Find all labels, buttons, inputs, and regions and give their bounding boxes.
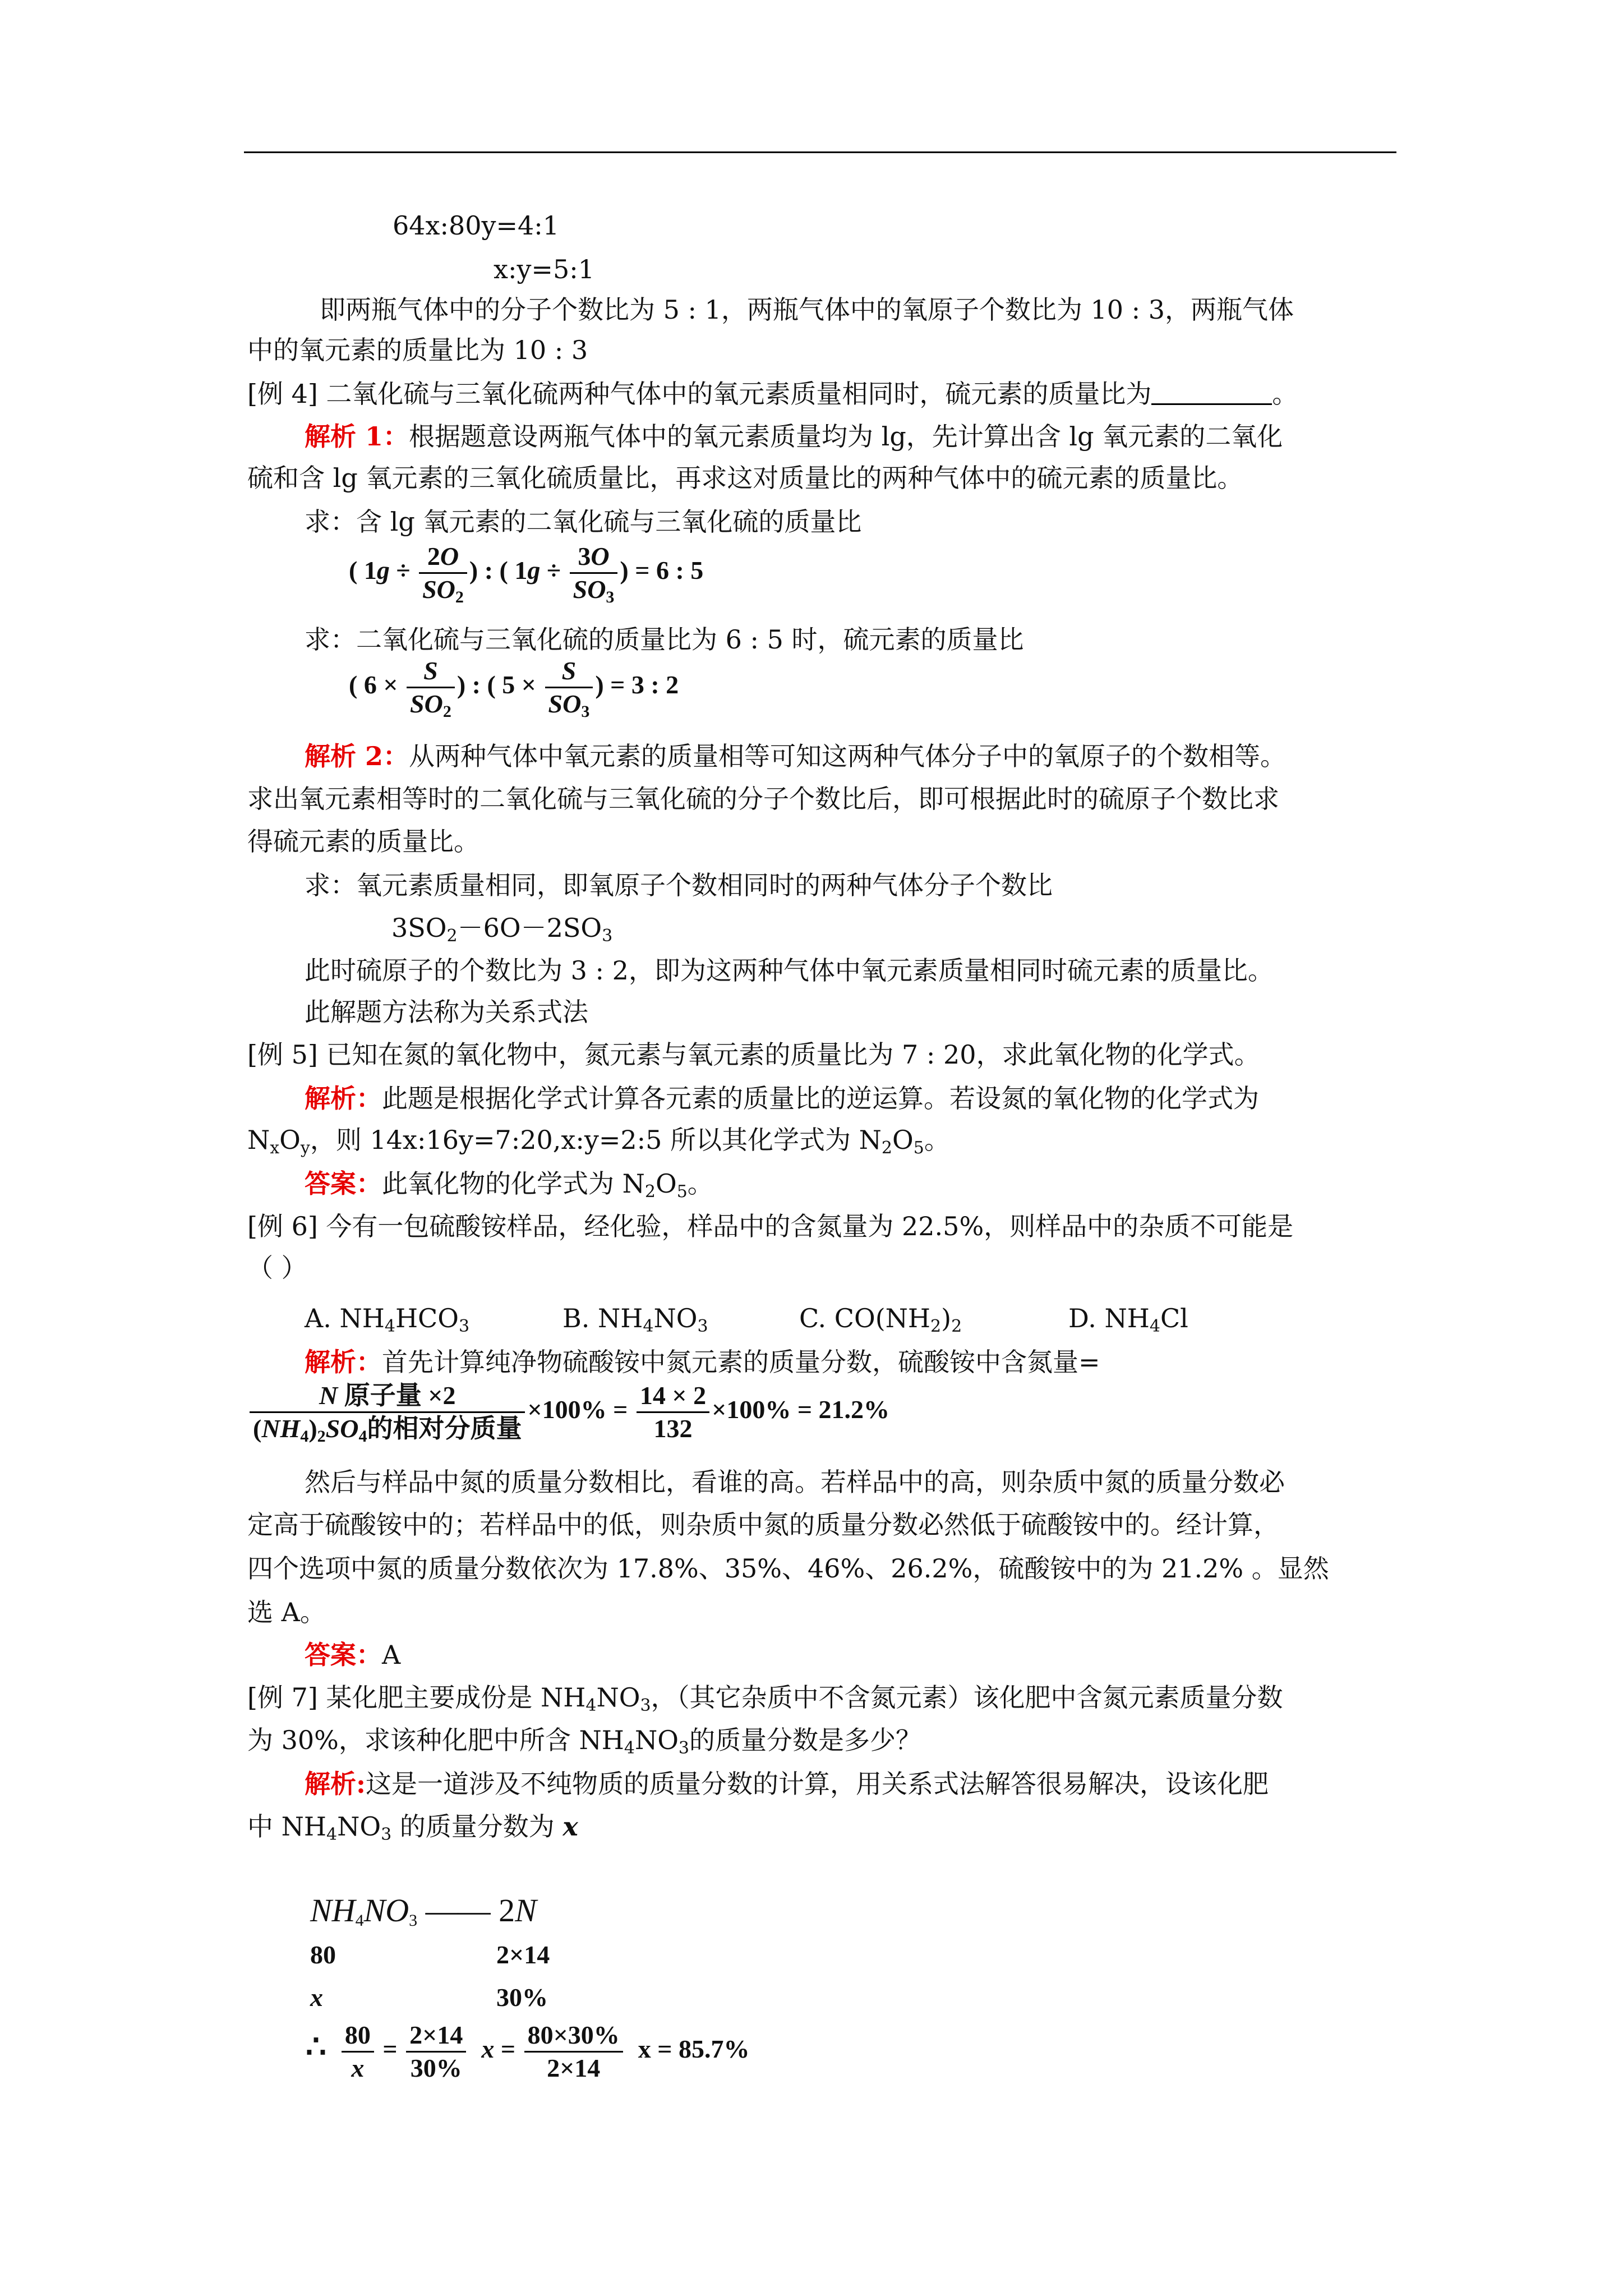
analysis-line xyxy=(305,1082,1259,1115)
analysis-text: 首先计算纯净物硫酸铵中氮元素的质量分数，硫酸铵中含氮量= xyxy=(382,1347,1100,1377)
analysis-line: 求出氧元素相等时的二氧化硫与三氧化硫的分子个数比后，即可根据此时的硫原子个数比求 xyxy=(247,784,1279,814)
formula-nitrogen-fraction: $\frac{\text{N 原子量 ×2}}{(NH_4)_2SO_4的相对分质量}$ ×100% = $\frac{14 \times 2}{132}$ ×100% = 21.2% xyxy=(247,1380,889,1444)
option-d: D. $NH_4Cl$ xyxy=(1068,1303,1188,1336)
formula-mass-ratio: ( 1g ÷ $\frac{2O}{SO_2}$ ) : ( 1g ÷ $\frac{3O}{SO_3}$ ) = 6 : 5 xyxy=(349,542,704,606)
method-line: 此解题方法称为关系式法 xyxy=(305,997,588,1027)
relation-row-2-right: 2×14 xyxy=(496,1940,550,1969)
step-line: 求：二氧化硫与三氧化硫的质量比为 6 : 5 时，硫元素的质量比 xyxy=(305,624,1024,655)
answer-text: 此氧化物的化学式为 N xyxy=(382,1168,645,1199)
analysis-label: 解析 2： xyxy=(305,741,409,771)
header-rule xyxy=(244,151,1396,153)
example-7-question: 为 30%，求该种化肥中所含 $NH_4NO_3$的质量分数是多少？ xyxy=(247,1725,922,1758)
example-6-question: [例 6] 今有一包硫酸铵样品，经化验，样品中的含氮量为 22.5%，则样品中的杂质不可能是 xyxy=(247,1211,1294,1241)
step-line: 求：含 lg 氧元素的二氧化硫与三氧化硫的质量比 xyxy=(305,507,862,537)
answer-label: 答案： xyxy=(305,1640,382,1670)
analysis-label: 解析 1： xyxy=(305,421,409,452)
final-equation: ∴ $\frac{80}{x}$ = $\frac{2\times 14}{30\%}$ x = $\frac{80\times 30\%}{2\times 14}$ x = 85.7% xyxy=(306,2021,750,2082)
analysis-line: 得硫元素的质量比。 xyxy=(247,826,479,857)
analysis-line: 选 A。 xyxy=(247,1597,326,1627)
question-text: [例 4] 二氧化硫与三氧化硫两种气体中的氧元素质量相同时，硫元素的质量比为 xyxy=(247,379,1152,409)
analysis-line: 中 $NH_4NO_3$ 的质量分数为 x xyxy=(247,1811,578,1844)
analysis-line: 四个选项中氮的质量分数依次为 17.8%、35%、46%、26.2%，硫酸铵中的为 21.2% 。显然 xyxy=(247,1553,1329,1584)
analysis-line: $N_xO_y$，则 14x:16y=7:20,x:y=2:5 所以其化学式为 $N_2O_5$。 xyxy=(247,1125,950,1158)
analysis-text: 从两种气体中氧元素的质量相等可知这两种气体分子中的氧原子的个数相等。 xyxy=(409,741,1287,771)
analysis-label: 解析 xyxy=(305,1769,356,1799)
equation-line: 64x:80y=4:1 xyxy=(393,210,560,241)
analysis-label: 解析： xyxy=(305,1083,382,1114)
question-suffix: 。 xyxy=(1272,379,1298,409)
analysis-line: 硫和含 lg 氧元素的三氧化硫质量比，再求这对质量比的两种气体中的硫元素的质量比。 xyxy=(247,463,1243,493)
example-4-question xyxy=(247,377,1298,411)
analysis-text: 根据题意设两瓶气体中的氧元素质量均为 lg，先计算出含 lg 氧元素的二氧化 xyxy=(409,421,1283,452)
step-line: 求：氧元素质量相同，即氧原子个数相同时的两种气体分子个数比 xyxy=(305,870,1053,900)
analysis-line: 然后与样品中氮的质量分数相比，看谁的高。若样品中的高，则杂质中氮的质量分数必 xyxy=(305,1467,1285,1497)
option-c: C. $CO(NH_2)_2$ xyxy=(799,1303,962,1336)
example-7-question: [例 7] 某化肥主要成份是 $NH_4NO_3$，（其它杂质中不含氮元素）该化肥中含氮元素质量分数 xyxy=(247,1682,1283,1715)
answer-blank xyxy=(1151,381,1272,405)
analysis-label: 解析： xyxy=(305,1347,382,1377)
analysis-line: 定高于硫酸铵中的；若样品中的低，则杂质中氮的质量分数必然低于硫酸铵中的。经计算， xyxy=(247,1510,1279,1540)
analysis-line: 解析:这是一道涉及不纯物质的质量分数的计算，用关系式法解答很易解决，设该化肥 xyxy=(305,1769,1269,1799)
analysis-2-line xyxy=(305,739,1286,773)
paragraph-line: 即两瓶气体中的分子个数比为 5 : 1，两瓶气体中的氧原子个数比为 10 : 3，两瓶气体 xyxy=(320,295,1294,325)
option-b: B. $NH_4NO_3$ xyxy=(562,1303,708,1336)
answer-line xyxy=(305,1638,400,1672)
equation-line: x:y=5:1 xyxy=(494,254,595,284)
formula-sulfur-ratio: ( 6 × $\frac{S}{SO_2}$ ) : ( 5 × $\frac{S}{SO_3}$ ) = 3 : 2 xyxy=(349,656,679,721)
answer-paren: （ ） xyxy=(247,1253,307,1283)
relation-row-2-left: 80 xyxy=(310,1940,336,1969)
analysis-line xyxy=(305,1345,1100,1379)
relation-row-3-right: 30% xyxy=(496,1983,548,2012)
relation-formula: $3SO_2-6O-2SO_3$ xyxy=(391,913,613,946)
example-5-question: [例 5] 已知在氮的氧化物中，氮元素与氧元素的质量比为 7 : 20，求此氧化物的化学式。 xyxy=(247,1039,1260,1070)
answer-line: 答案：此氧化物的化学式为 $N_2O_5$。 xyxy=(305,1168,713,1202)
analysis-text: 这是一道涉及不纯物质的质量分数的计算，用关系式法解答很易解决，设该化肥 xyxy=(365,1769,1269,1799)
relation-row-1: $NH_4NO_3$ —— 2N xyxy=(310,1892,537,1930)
conclusion-line: 此时硫原子的个数比为 3 : 2，即为这两种气体中氧元素质量相同时硫元素的质量比。 xyxy=(305,955,1274,986)
option-a: A. $NH_4HCO_3$ xyxy=(305,1303,470,1336)
answer-label: 答案： xyxy=(305,1168,382,1199)
paragraph-line: 中的氧元素的质量比为 10 : 3 xyxy=(247,335,588,365)
analysis-text: ，则 14x:16y=7:20,x:y=2:5 所以其化学式为 N xyxy=(310,1125,882,1155)
relation-row-3-left: x xyxy=(310,1983,323,2012)
analysis-text: 此题是根据化学式计算各元素的质量比的逆运算。若设氮的氧化物的化学式为 xyxy=(382,1083,1259,1114)
answer-text: A xyxy=(382,1640,401,1670)
analysis-1-line xyxy=(305,420,1283,453)
